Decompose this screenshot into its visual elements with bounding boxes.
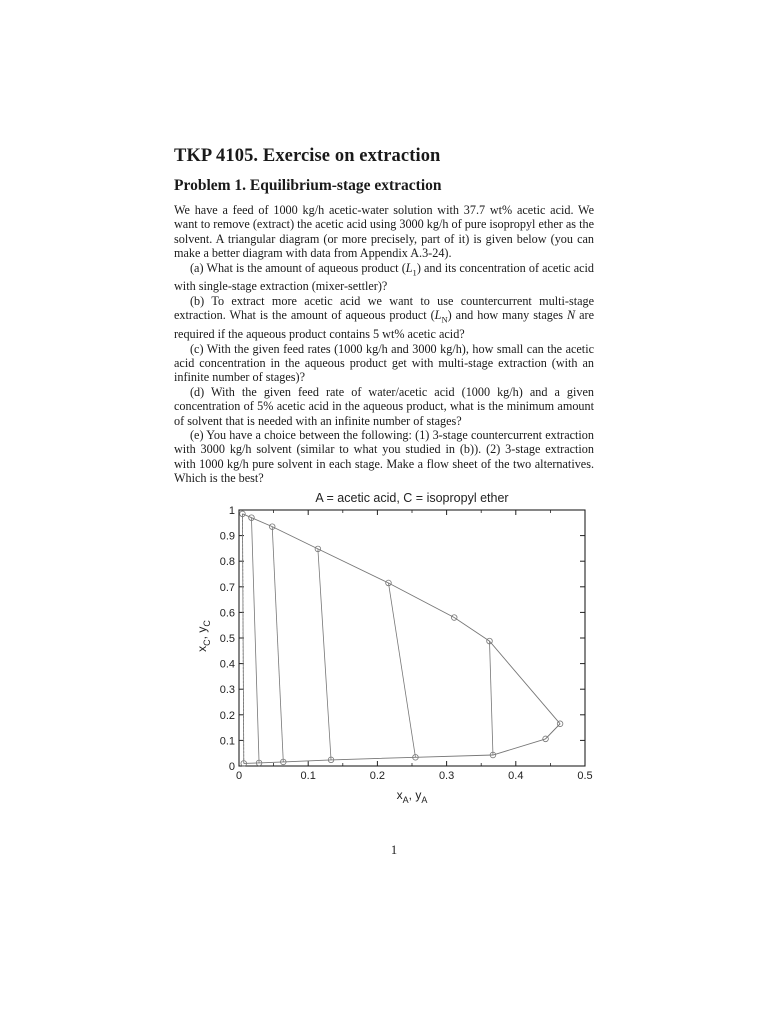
chart-svg: [190, 486, 600, 816]
part-d: (d) With the given feed rate of water/acetic acid (1000 kg/h) and a given concentration of 5% acetic acid in the aqueous product, what is the minimum amount of solvent that is needed with an infinite number of stages?: [174, 384, 594, 428]
page-number: 1: [390, 843, 398, 857]
y-label-sub1: C: [202, 639, 212, 646]
part-b-var: L: [434, 308, 442, 323]
x-tick-label: 0.5: [577, 770, 593, 782]
part-b-var2: N: [567, 308, 576, 323]
x-tick-label: 0: [235, 770, 243, 782]
y-label-sep: , y: [195, 626, 209, 640]
tie-line: [388, 583, 415, 757]
part-b-text-3: are required if the aqueous product contains 5 wt% acetic acid?: [174, 308, 594, 342]
x-axis-label: [397, 788, 428, 805]
problem-heading: Problem 1. Equilibrium-stage extraction: [174, 177, 442, 194]
y-tick-label: 0.7: [219, 581, 235, 594]
tie-line: [490, 641, 493, 755]
x-tick-labels: [236, 770, 593, 782]
y-tick-label: 0.3: [219, 684, 235, 697]
x-tick-label: 0.3: [438, 770, 455, 782]
x-label-sep: , y: [408, 788, 422, 802]
part-b-text-1: (b) To extract more acetic acid we want to use countercurrent multi-stage extraction. What is the amount of aqueous product (: [174, 293, 594, 323]
tick-marks: [239, 510, 585, 766]
y-tick-label: 0.2: [219, 709, 235, 722]
part-b-sub: N: [441, 314, 448, 325]
part-a-var: L: [405, 260, 413, 275]
part-a-sub: 1: [412, 267, 417, 278]
y-tick-label: 0.5: [219, 633, 235, 645]
y-label-main: x: [195, 645, 209, 652]
y-tick-label: 0: [228, 761, 235, 773]
y-tick-label: 1: [228, 505, 235, 517]
tie-line: [242, 514, 243, 764]
y-tick-label: 0.9: [219, 530, 235, 543]
y-tick-label: 0.1: [219, 735, 235, 748]
data-markers: [240, 511, 563, 766]
part-c: (c) With the given feed rates (1000 kg/h and 3000 kg/h), how small can the acetic acid concentration in the aqueous product get with multi-stage extraction (with an infinite number of stages)?: [174, 341, 594, 385]
part-b: [174, 294, 594, 342]
problem-statement: [174, 203, 594, 486]
tie-line: [251, 518, 259, 763]
part-a: [174, 261, 594, 294]
x-tick-label: 0.2: [369, 770, 386, 782]
x-label-sub2: A: [421, 795, 428, 805]
tie-line: [272, 527, 283, 762]
extract-curve: [243, 514, 561, 724]
y-tick-label: 0.8: [219, 556, 235, 569]
intro-paragraph: We have a feed of 1000 kg/h acetic-water solution with 37.7 wt% acetic acid. We want to remove (extract) the acetic acid using 3000 kg/h of pure isopropyl ether as the solvent. A triangular diagram (or more precisely, part of it) is given below (you can make a better diagram with data from Appendix A.3-24).: [174, 203, 594, 261]
x-label-main: x: [396, 788, 403, 802]
part-a-text-2: ) and its concentration of acetic acid with single-stage extraction (mixer-settler)?: [174, 260, 594, 294]
y-label-sub2: C: [202, 620, 212, 627]
part-a-text-1: (a) What is the amount of aqueous product (: [190, 260, 406, 275]
document-title: TKP 4105. Exercise on extraction: [174, 146, 441, 166]
tie-line: [318, 549, 331, 760]
chart-title: A = acetic acid, C = isopropyl ether: [315, 491, 509, 505]
raffinate-curve: [244, 739, 546, 764]
y-tick-label: 0.6: [219, 607, 235, 620]
x-label-sub1: A: [402, 795, 409, 805]
y-tick-label: 0.4: [219, 658, 235, 671]
tie-lines: [242, 514, 560, 764]
y-tick-labels: [220, 505, 235, 773]
part-e: (e) You have a choice between the following: (1) 3-stage countercurrent extraction with 3000 kg/h solvent (similar to what you studied in (b)). (2) 3-stage extraction with 1000 kg/h pure solvent in each stage. Make a flow sheet of the two alternatives. Which is the best?: [174, 427, 594, 486]
part-b-text-2: ) and how many stages: [447, 308, 567, 323]
x-tick-label: 0.1: [300, 770, 316, 782]
y-axis-label: [195, 620, 212, 652]
equilibrium-chart: [190, 486, 600, 816]
binodal-curves: [242, 514, 560, 764]
plot-frame: [239, 510, 585, 766]
x-tick-label: 0.4: [508, 770, 524, 782]
